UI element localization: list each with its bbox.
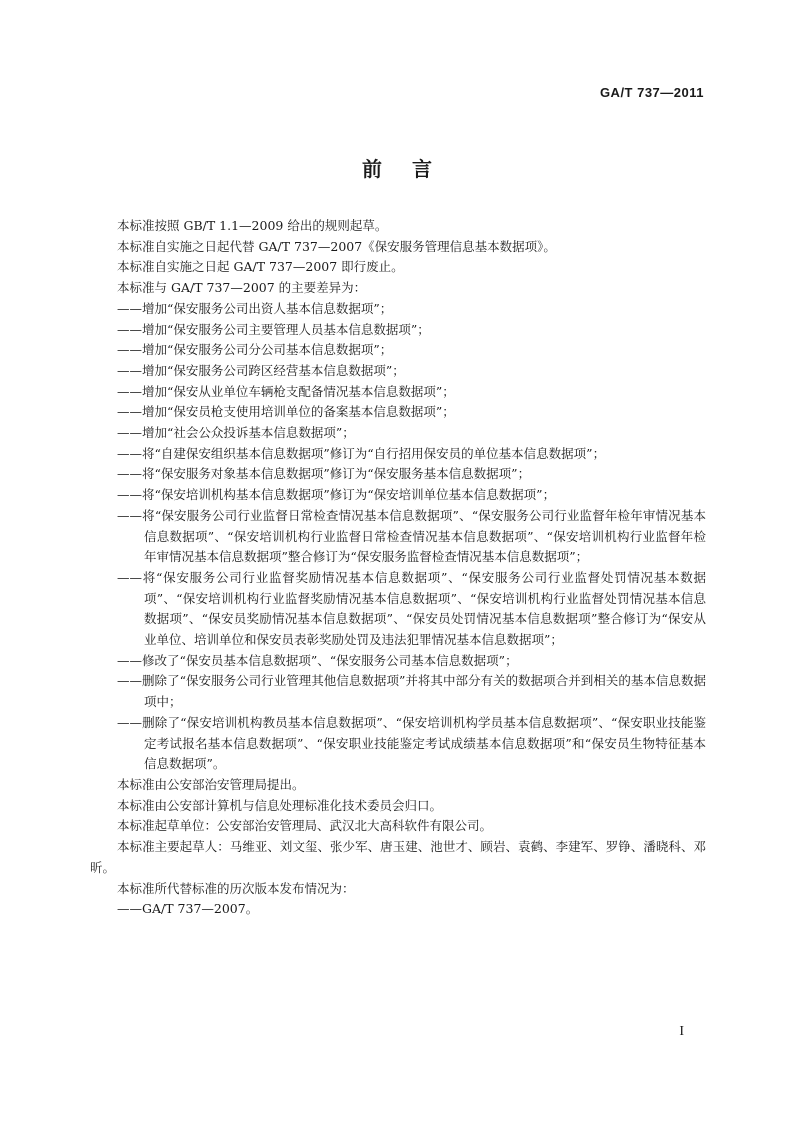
paragraph: 本标准主要起草人：马维亚、刘文玺、张少军、唐玉建、池世才、顾岩、袁鹤、李建军、罗铮、潘晓科、邓昕。 — [90, 839, 706, 875]
page-number: I — [679, 1024, 684, 1039]
paragraph: 本标准由公安部计算机与信息处理标准化技术委员会归口。 — [117, 797, 443, 813]
list-item: ——增加“保安服务公司主要管理人员基本信息数据项”； — [117, 321, 430, 337]
list-item: ——将“保安服务对象基本信息数据项”修订为“保安服务基本信息数据项”； — [117, 466, 531, 482]
list-item: ——增加“保安服务公司分公司基本信息数据项”； — [117, 342, 393, 358]
paragraph: 本标准所代替标准的历次版本发布情况为： — [117, 880, 355, 896]
list-item: ——增加“保安服务公司跨区经营基本信息数据项”； — [117, 362, 405, 378]
paragraph: 本标准由公安部治安管理局提出。 — [117, 776, 305, 792]
document-body — [90, 216, 706, 920]
list-item: ——将“保安服务公司行业监督日常检查情况基本信息数据项”、“保安服务公司行业监督年检年审情况基本信息数据项”、“保安培训机构行业监督日常检查情况基本信息数据项”、“保安培训机构行业监督年检年审情况基本信息数据项”整合修订为“保安服务监督检查情况基本信息数据项”； — [117, 507, 706, 565]
list-item: ——将“保安培训机构基本信息数据项”修订为“保安培训单位基本信息数据项”； — [117, 487, 556, 503]
list-item: ——修改了“保安员基本信息数据项”、“保安服务公司基本信息数据项”； — [117, 652, 518, 668]
paragraph: 本标准与 GA/T 737—2007 的主要差异为： — [117, 280, 367, 296]
list-item: ——将“自建保安组织基本信息数据项”修订为“自行招用保安员的单位基本信息数据项”； — [117, 445, 606, 461]
paragraph: 本标准按照 GB/T 1.1—2009 给出的规则起草。 — [117, 218, 388, 233]
list-item: ——增加“社会公众投诉基本信息数据项”； — [117, 425, 355, 441]
paragraph: 本标准自实施之日起代替 GA/T 737—2007《保安服务管理信息基本数据项》。 — [117, 238, 556, 254]
list-item: ——GA/T 737—2007。 — [117, 901, 259, 917]
list-item: ——删除了“保安培训机构教员基本信息数据项”、“保安培训机构学员基本信息数据项”、“保安职业技能鉴定考试报名基本信息数据项”、“保安职业技能鉴定考试成绩基本信息数据项”和“保安员生物特征基本信息数据项”。 — [117, 714, 706, 772]
list-item: ——增加“保安服务公司出资人基本信息数据项”； — [117, 300, 393, 316]
paragraph: 本标准起草单位：公安部治安管理局、武汉北大高科软件有限公司。 — [117, 818, 493, 834]
document-id: GA/T 737—2011 — [599, 85, 704, 100]
page-title: 前言 — [362, 157, 462, 181]
paragraph: 本标准自实施之日起 GA/T 737—2007 即行废止。 — [117, 259, 404, 275]
list-item: ——删除了“保安服务公司行业管理其他信息数据项”并将其中部分有关的数据项合并到相关的基本信息数据项中； — [117, 673, 706, 710]
list-item: ——增加“保安员枪支使用培训单位的备案基本信息数据项”； — [117, 404, 455, 420]
list-item: ——增加“保安从业单位车辆枪支配备情况基本信息数据项”； — [117, 383, 455, 399]
list-item: ——将“保安服务公司行业监督奖励情况基本信息数据项”、“保安服务公司行业监督处罚情况基本数据项”、“保安培训机构行业监督奖励情况基本信息数据项”、“保安培训机构行业监督处罚情况基本信息数据项”、“保安员奖励情况基本信息数据项”、“保安员处罚情况基本信息数据项”整合修订为“保安从业单位、培训单位和保安员表彰奖励处罚及违法犯罪情况基本信息数据项”； — [117, 569, 706, 648]
